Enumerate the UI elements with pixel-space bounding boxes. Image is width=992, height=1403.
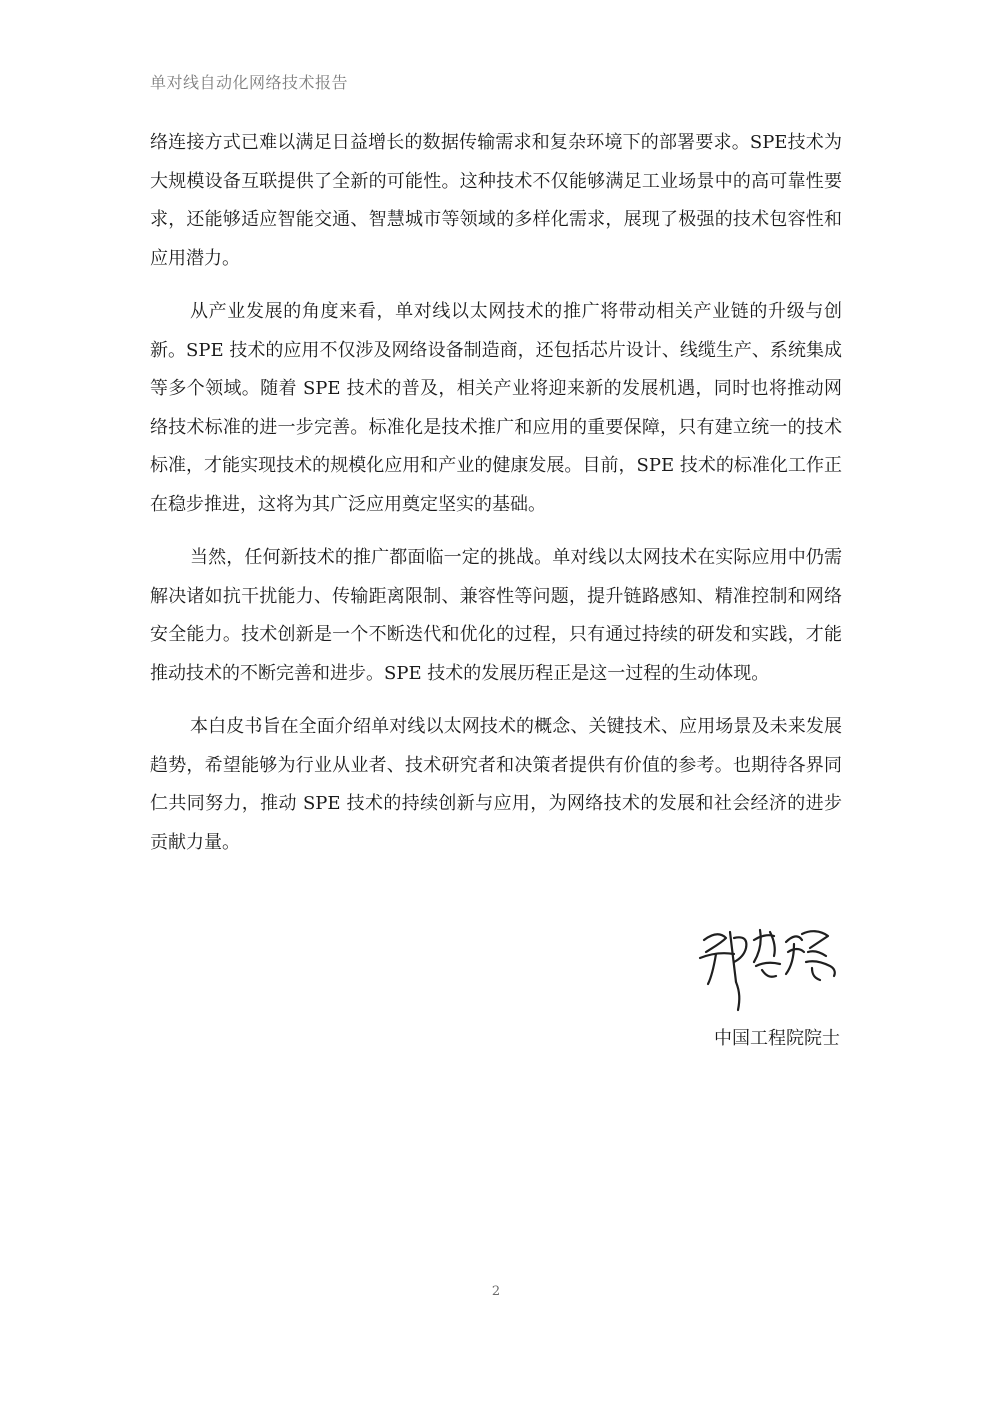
page-number: 2: [491, 1284, 501, 1299]
body-paragraph: 本白皮书旨在全面介绍单对线以太网技术的概念、关键技术、应用场景及未来发展趋势，希望能够为行业从业者、技术研究者和决策者提供有价值的参考。也期待各界同仁共同努力，推动 SPE 技术的持续创新与应用，为网络技术的发展和社会经济的进步贡献力量。: [150, 716, 842, 853]
body-paragraph: 络连接方式已难以满足日益增长的数据传输需求和复杂环境下的部署要求。SPE技术为大规模设备互联提供了全新的可能性。这种技术不仅能够满足工业场景中的高可靠性要求，还能够适应智能交通、智慧城市等领域的多样化需求，展现了极强的技术包容性和应用潜力。: [150, 132, 842, 269]
body-paragraph: 当然，任何新技术的推广都面临一定的挑战。单对线以太网技术在实际应用中仍需解决诸如抗干扰能力、传输距离限制、兼容性等问题，提升链路感知、精准控制和网络安全能力。技术创新是一个不断迭代和优化的过程，只有通过持续的研发和实践，才能推动技术的不断完善和进步。SPE 技术的发展历程正是这一过程的生动体现。: [150, 547, 842, 684]
handwritten-signature-icon: [690, 918, 840, 1016]
running-header: 单对线自动化网络技术报告: [150, 73, 349, 92]
document-body: [150, 124, 842, 877]
signatory-title: 中国工程院院士: [714, 1028, 840, 1049]
body-paragraph: 从产业发展的角度来看，单对线以太网技术的推广将带动相关产业链的升级与创新。SPE 技术的应用不仅涉及网络设备制造商，还包括芯片设计、线缆生产、系统集成等多个领域。随着 SPE 技术的普及，相关产业将迎来新的发展机遇，同时也将推动网络技术标准的进一步完善。标准化是技术推广和应用的重要保障，只有建立统一的技术标准，才能实现技术的规模化应用和产业的健康发展。目前，SPE 技术的标准化工作正在稳步推进，这将为其广泛应用奠定坚实的基础。: [150, 301, 842, 515]
